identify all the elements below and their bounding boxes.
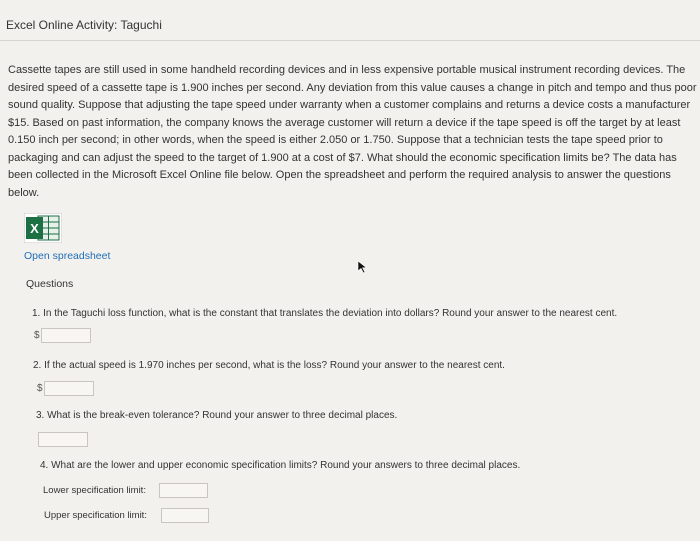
upper-spec-input[interactable] — [161, 508, 209, 523]
questions-heading: Questions — [26, 278, 74, 290]
title-divider — [0, 40, 700, 41]
question-2-answer-input[interactable] — [44, 381, 94, 396]
problem-description: Cassette tapes are still used in some handheld recording devices and in less expensive portable musical instrument recording devices. The desired speed of a cassette tape is 1.900 inches per second. Any deviation from this value causes a change in pitch and tempo and thus poor sound quality. Suppose that adjusting the tape speed under warranty when a customer complains and returns a device costs a manufacturer $15. Based on past information, the company knows the average customer will return a device if the tape speed is off the target by at least 0.150 inch per second; in other words, when the speed is either 2.050 or 1.750. Suppose that a technician tests the tape speed prior to packaging and can adjust the speed to the target of 1.900 at a cost of $7. What should the economic specification limits be? The data has been collected in the Microsoft Excel Online file below. Open the spreadsheet and perform the required analysis to answer the questions below. — [8, 64, 697, 199]
page-title: Excel Online Activity: Taguchi — [6, 18, 162, 32]
lower-spec-input[interactable] — [159, 483, 208, 498]
question-4-text: 4. What are the lower and upper economic specification limits? Round your answers to three decimal places. — [40, 460, 521, 471]
excel-icon[interactable] — [24, 213, 62, 243]
question-1-currency: $ — [34, 330, 40, 341]
mouse-cursor-icon — [357, 260, 369, 274]
question-1-text: 1. In the Taguchi loss function, what is the constant that translates the deviation into dollars? Round your answer to the nearest cent. — [32, 308, 618, 319]
question-3-text: 3. What is the break-even tolerance? Round your answer to three decimal places. — [36, 410, 398, 421]
lower-spec-label: Lower specification limit: — [43, 485, 146, 496]
question-2-text: 2. If the actual speed is 1.970 inches per second, what is the loss? Round your answer to the nearest cent. — [33, 360, 505, 371]
svg-text:X: X — [30, 221, 39, 236]
question-2-currency: $ — [37, 383, 43, 394]
upper-spec-label: Upper specification limit: — [44, 510, 147, 521]
question-3-answer-input[interactable] — [38, 432, 88, 447]
open-spreadsheet-link[interactable]: Open spreadsheet — [24, 250, 111, 262]
question-1-answer-input[interactable] — [41, 328, 91, 343]
